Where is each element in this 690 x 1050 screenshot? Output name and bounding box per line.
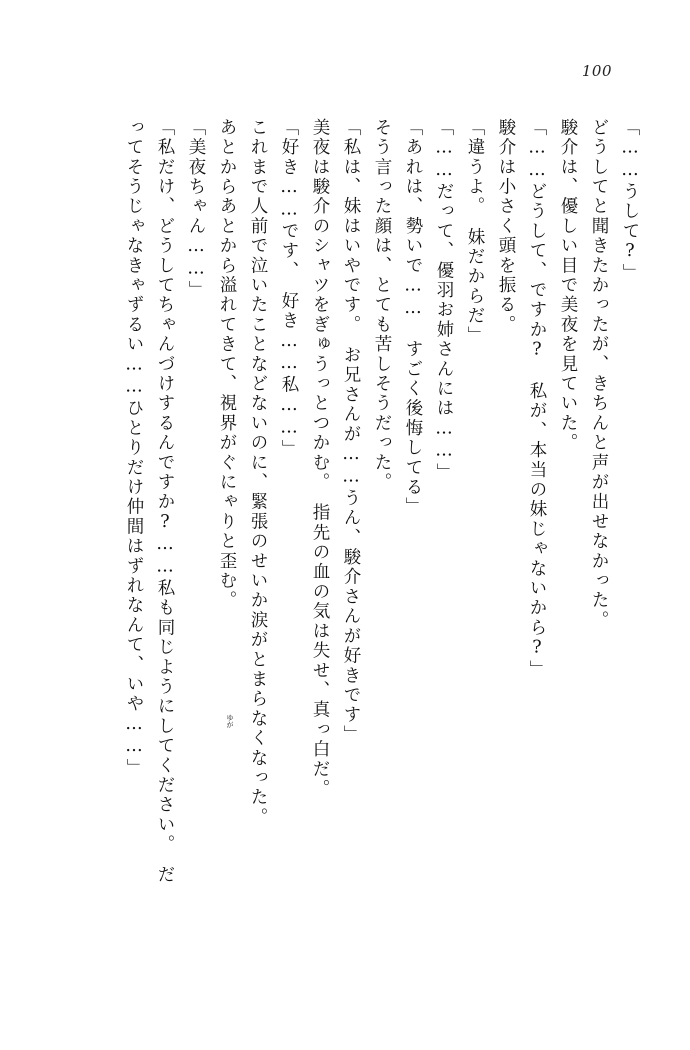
text-line: 「違うよ。 妹だからだ」 bbox=[465, 118, 485, 346]
page-number: 100 bbox=[581, 62, 612, 80]
text-line: 「……うして?」 bbox=[620, 118, 640, 284]
text-line: 駿介は、優しい目で美夜を見ていた。 bbox=[558, 118, 578, 453]
ruby-annotation: ゆが bbox=[226, 714, 234, 728]
text-line: どうしてと聞きたかったが、きちんと声が出せなかった。 bbox=[589, 118, 609, 631]
text-line: 「私だけ、どうしてちゃんづけするんですか?……私も同じようにしてください。 だ bbox=[155, 118, 175, 886]
text-line: 「好き……です、 好き……私……」 bbox=[279, 118, 299, 460]
text-line: 「私は、妹はいやです。 お兄さんが……うん、駿介さんが好きです」 bbox=[341, 118, 361, 745]
text-line: 「あれは、勢いで…… すごく後悔してる」 bbox=[403, 118, 423, 517]
text-line: これまで人前で泣いたことなどないのに、緊張のせいか涙がとまらなくなった。 bbox=[248, 118, 268, 828]
text-line: そう言った顔は、とても苦しそうだった。 bbox=[372, 118, 392, 493]
text-line: 駿介は小さく頭を振る。 bbox=[496, 118, 516, 335]
text-line: 美夜は駿介のシャツをぎゅうっとつかむ。 指先の血の気は失せ、真っ白だ。 bbox=[310, 118, 330, 799]
vertical-text-body bbox=[52, 118, 638, 990]
text-line: 「……どうして、ですか? 私が、本当の妹じゃないから?」 bbox=[527, 118, 547, 680]
text-line-with-ruby bbox=[204, 118, 235, 990]
text-line-content: あとからあとから溢れてきて、視界がぐにゃりと歪む。 bbox=[217, 118, 237, 611]
text-line: 「美夜ちゃん……」 bbox=[186, 118, 206, 301]
text-line: ってそうじゃなきゃずるい……ひとりだけ仲間はずれなんて、いや……」 bbox=[124, 118, 144, 779]
text-line: 「……だって、優羽お姉さんには……」 bbox=[434, 118, 454, 483]
